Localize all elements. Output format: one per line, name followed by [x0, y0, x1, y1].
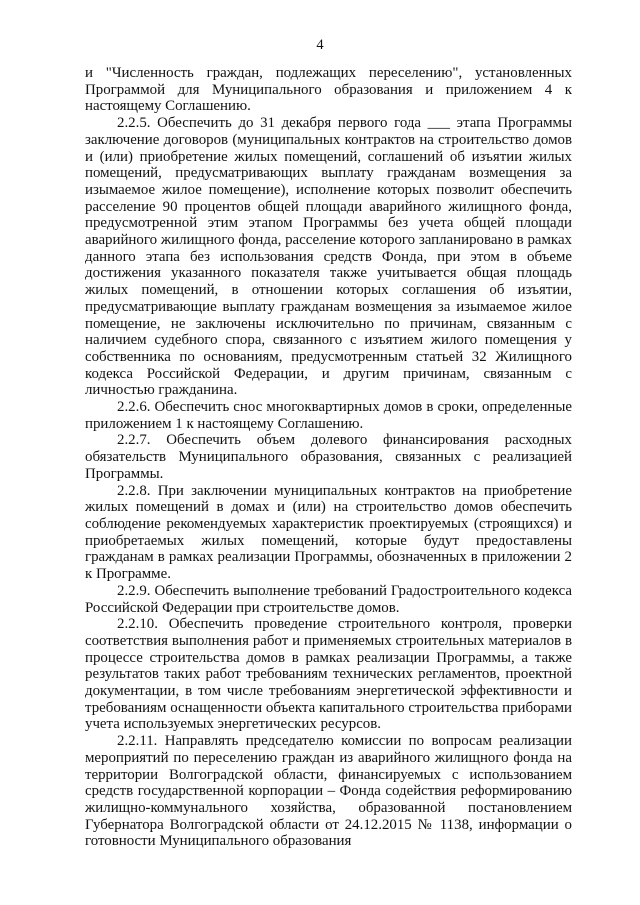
- paragraph-continuation: и "Численность граждан, подлежащих переселению", установленных Программой для Муниципального образования и приложением 4 к настоящему Соглашению.: [85, 65, 572, 115]
- paragraph-2-2-5: 2.2.5. Обеспечить до 31 декабря первого года ___ этапа Программы заключение договоров (муниципальных контрактов на строительство домов и (или) приобретение жилых помещений, соглашений об изъятии жилых помещений, предусматривающих выплату гражданам возмещения за изымаемое жилое помещение), исполнение которых позволит обеспечить расселение 90 процентов общей площади аварийного жилищного фонда, предусмотренной этим этапом Программы без учета общей площади аварийного жилищного фонда, расселение которого запланировано в рамках данного этапа без использования средств Фонда, при этом в объеме достижения указанного показателя также учитывается общая площадь жилых помещений, в отношении которых соглашения об изъятии, предусматривающие выплату гражданам возмещения за изымаемое жилое помещение, не заключены исключительно по причинам, связанным с наличием судебного спора, связанного с изъятием жилого помещения у собственника по основаниям, предусмотренным статьей 32 Жилищного кодекса Российской Федерации, и другим причинам, связанным с личностью гражданина.: [85, 115, 572, 399]
- paragraph-2-2-11: 2.2.11. Направлять председателю комиссии по вопросам реализации мероприятий по переселению граждан из аварийного жилищного фонда на территории Волгоградской области, финансируемых с использованием средств государственной корпорации – Фонда содействия реформированию жилищно-коммунального хозяйства, образованной постановлением Губернатора Волгоградской области от 24.12.2015 № 1138, информации о готовности Муниципального образования: [85, 733, 572, 850]
- paragraph-2-2-8: 2.2.8. При заключении муниципальных контрактов на приобретение жилых помещений в домах и (или) на строительство домов обеспечить соблюдение рекомендуемых характеристик проектируемых (строящихся) и приобретаемых жилых помещений, которые будут предоставлены гражданам в рамках реализации Программы, обозначенных в приложении 2 к Программе.: [85, 482, 572, 583]
- paragraph-2-2-9: 2.2.9. Обеспечить выполнение требований Градостроительного кодекса Российской Федерации при строительстве домов.: [85, 582, 572, 616]
- paragraph-2-2-7: 2.2.7. Обеспечить объем долевого финансирования расходных обязательств Муниципального образования, связанных с реализацией Программы.: [85, 432, 572, 482]
- page-number: 4: [316, 37, 324, 53]
- paragraph-2-2-10: 2.2.10. Обеспечить проведение строительного контроля, проверки соответствия выполнения работ и применяемых строительных материалов в процессе строительства домов в рамках реализации Программы, а также результатов таких работ требованиям технических регламентов, проектной документации, в том числе требованиям энергетической эффективности и требованиям оснащенности объекта капитального строительства приборами учета используемых энергетических ресурсов.: [85, 616, 572, 733]
- paragraph-2-2-6: 2.2.6. Обеспечить снос многоквартирных домов в сроки, определенные приложением 1 к настоящему Соглашению.: [85, 399, 572, 432]
- document-body: [85, 65, 572, 850]
